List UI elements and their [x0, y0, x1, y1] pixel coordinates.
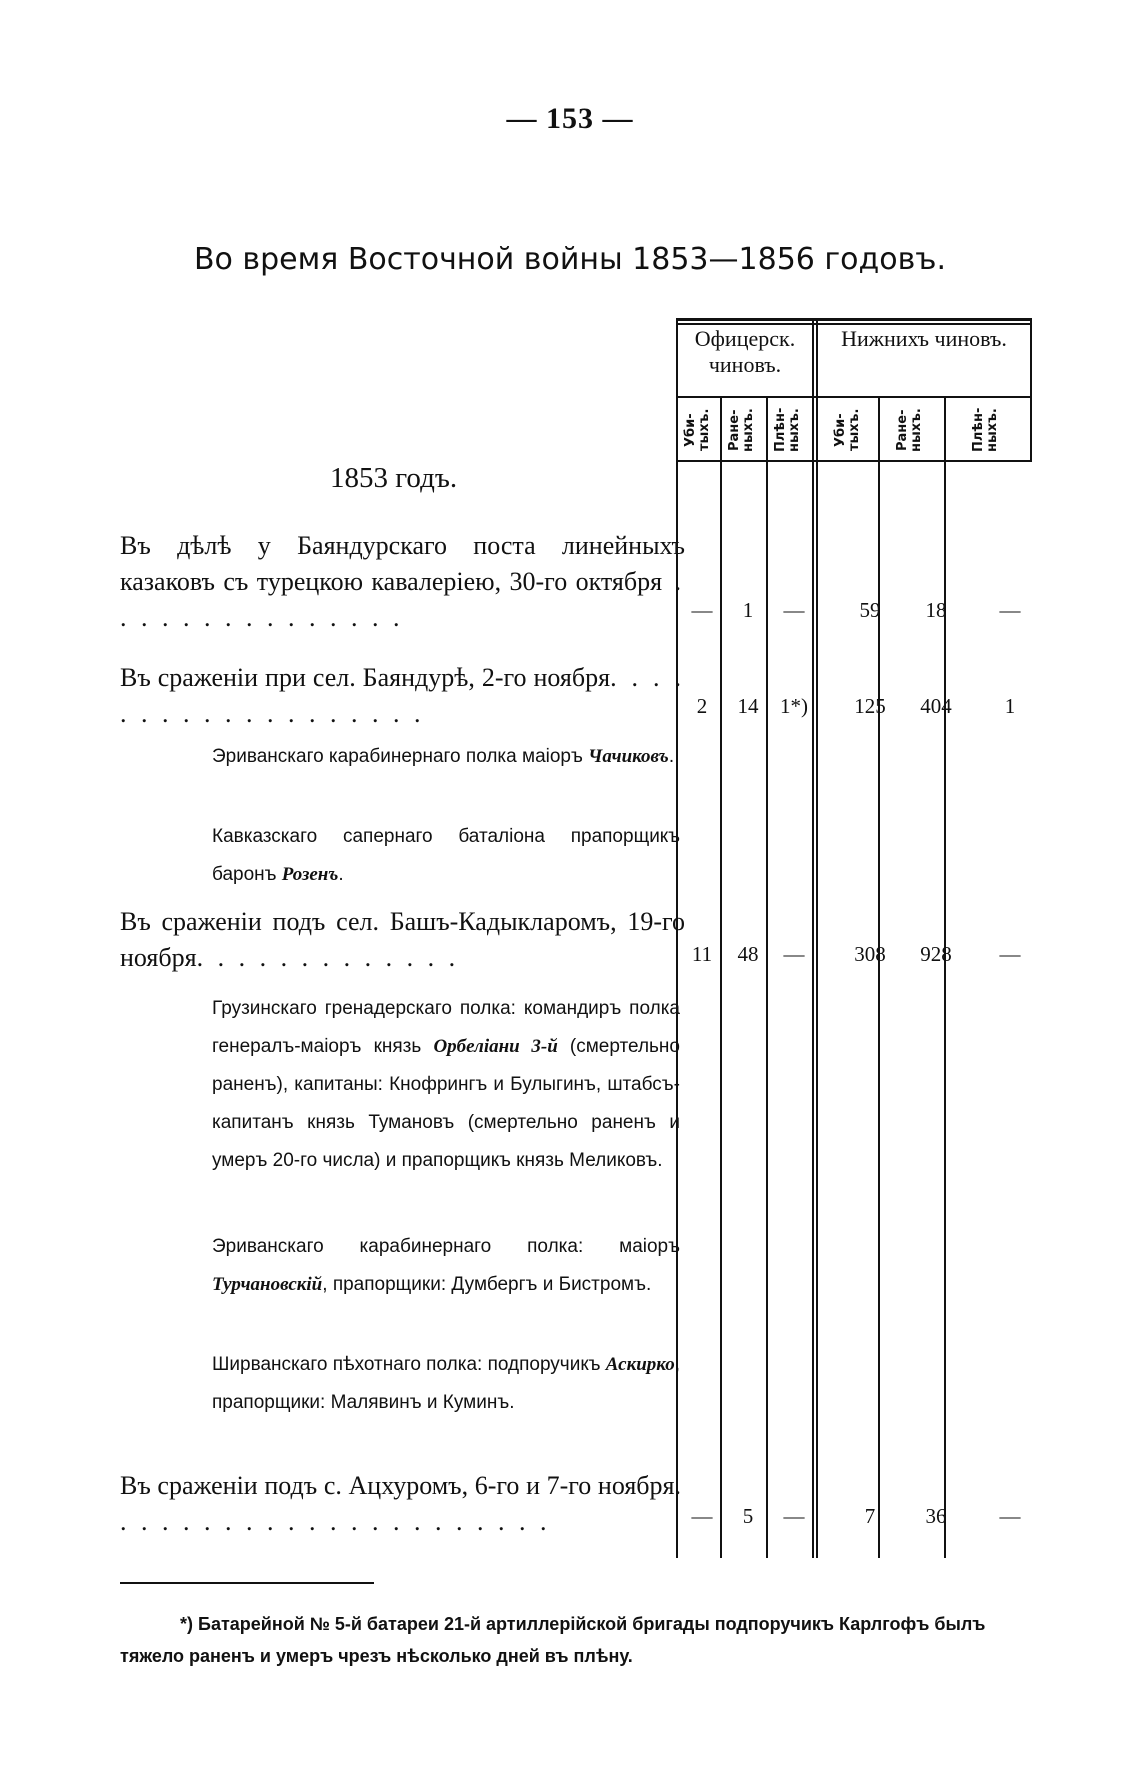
- entry-text: Въ сраженіи подъ с. Ацхуромъ, 6-го и 7-го ноября: [120, 1471, 675, 1500]
- note-names: Чачиковъ: [588, 746, 669, 767]
- table-cell: 36: [925, 1504, 947, 1528]
- table-cell: 404: [920, 694, 952, 718]
- note-text: Ширванскаго пѣхотнаго полка: подпоручикъ: [212, 1354, 606, 1375]
- col-header-ranks-killed: Уби-тыхъ.: [833, 408, 862, 452]
- note-georgian-grenadiers: [212, 990, 680, 1180]
- col-header-officers-wounded: Ране-ныхъ.: [727, 408, 756, 452]
- note-tail: .: [338, 864, 344, 885]
- table-cell: 928: [920, 942, 952, 966]
- col-header-officers-killed: Уби-тыхъ.: [683, 408, 712, 452]
- entry-text: Въ сраженіи при сел. Баяндурѣ, 2-го ноября: [120, 663, 611, 692]
- col-header-ranks-captured: Плѣн-ныхъ.: [971, 407, 1000, 453]
- entry-dots: . . . . . . . . . . . . . . . . . . . . . .: [120, 1471, 685, 1536]
- group-header-rule: [676, 396, 1032, 398]
- note-erivan-carabineers: [212, 1228, 680, 1304]
- col-divider-3: [812, 318, 814, 1558]
- col-header-ranks-wounded: Ране-ныхъ.: [895, 408, 924, 452]
- table-cell: —: [691, 598, 713, 622]
- col-header-officers-captured: Плѣн-ныхъ.: [773, 407, 802, 453]
- col-divider-1: [720, 396, 722, 1558]
- table-cell: 7: [864, 1504, 876, 1528]
- table-cell: 48: [737, 942, 759, 966]
- note-names: Аскирко: [605, 1354, 675, 1375]
- note-text: Эриванскаго карабинернаго полка маіоръ: [212, 746, 589, 767]
- note-text: Эриванскаго карабинернаго полка: маіоръ: [212, 1236, 680, 1257]
- note-tail: .: [668, 746, 675, 767]
- note-rozen: [212, 818, 680, 894]
- col-divider-3b: [816, 318, 818, 1558]
- entry-baiandur-battle: [120, 660, 685, 732]
- footnote: *) Батарейной № 5-й батареи 21-й артиллерійской бригады подпоручикъ Карлгофъ былъ тяжело раненъ и умеръ чрезъ нѣсколько дней въ плѣну.: [120, 1614, 986, 1666]
- note-shirvan-infantry: [212, 1346, 680, 1422]
- note-names: Розенъ: [281, 864, 339, 885]
- table-cell: 14: [737, 694, 759, 718]
- table-cell: 11: [691, 942, 713, 966]
- table-cell: —: [999, 1504, 1021, 1528]
- table-cell: 1: [742, 598, 754, 622]
- table-cell: 308: [854, 942, 886, 966]
- entry-dots: . . . . . . . . . . . . . . .: [120, 567, 685, 632]
- entry-bash-kadyklar: [120, 904, 685, 976]
- note-names: Орбеліани 3-й: [433, 1036, 558, 1057]
- group-header-officers: Офицерск. чиновъ.: [694, 326, 796, 377]
- note-tail: , прапорщики: Думбергъ и Бистромъ.: [322, 1274, 652, 1295]
- table-cell: 5: [742, 1504, 754, 1528]
- entry-dots: . . . . . . . . . . . . . . . . . . .: [120, 663, 685, 728]
- entry-baiandur-post: [120, 528, 685, 636]
- table-cell: 18: [925, 598, 947, 622]
- group-header-lower-ranks: Нижнихъ чиновъ.: [841, 326, 1007, 351]
- page-number: — 153 —: [506, 102, 634, 135]
- col-divider-6: [1030, 318, 1032, 462]
- entry-dots: . . . . . . . . . . . . .: [196, 943, 460, 972]
- table-cell: 2: [696, 694, 708, 718]
- table-cell: —: [783, 1504, 805, 1528]
- entry-text: Въ сраженіи подъ сел. Башъ-Кадыкларомъ, 19-го ноября: [120, 907, 685, 972]
- table-cell: —: [999, 942, 1021, 966]
- col-divider-5: [944, 396, 946, 1558]
- column-header-rule: [676, 460, 1032, 462]
- table-cell: —: [783, 942, 805, 966]
- footnote-rule: [120, 1582, 374, 1584]
- page-title: Во время Восточной войны 1853—1856 годовъ.: [193, 242, 947, 277]
- table-cell: 125: [854, 694, 886, 718]
- table-top-rule-thin: [676, 323, 1032, 325]
- col-divider-2: [766, 396, 768, 1558]
- table-cell: —: [999, 598, 1021, 622]
- table-cell: —: [691, 1504, 713, 1528]
- entry-akhtsur: [120, 1468, 685, 1540]
- col-divider-4: [878, 396, 880, 1558]
- entry-text: Въ дѣлѣ у Баяндурскаго поста линейныхъ казаковъ съ турецкою кавалеріею, 30-го октября: [120, 531, 685, 596]
- year-heading: 1853 годъ.: [330, 462, 458, 494]
- table-cell: 1*): [780, 694, 808, 718]
- table-cell: 1: [1004, 694, 1016, 718]
- casualty-table: [676, 318, 1032, 1558]
- note-text: Грузинскаго гренадерскаго полка: командиръ полка генералъ-маіоръ князь: [212, 998, 680, 1057]
- note-chachikov: [212, 738, 680, 776]
- table-cell: 59: [859, 598, 881, 622]
- note-text: Кавказскаго сапернаго баталіона прапорщикъ баронъ: [212, 826, 680, 885]
- table-top-rule: [676, 318, 1032, 321]
- note-tail: (смертельно раненъ), капитаны: Кнофрингъ и Булыгинъ, штабсъ-капитанъ князь Тумановъ (смертельно раненъ и умеръ 20-го числа) и прапорщикъ князь Меликовъ.: [212, 1036, 680, 1171]
- note-names: Турчановскій: [212, 1274, 323, 1295]
- note-tail: , прапорщики: Малявинъ и Куминъ.: [212, 1354, 680, 1413]
- table-cell: —: [783, 598, 805, 622]
